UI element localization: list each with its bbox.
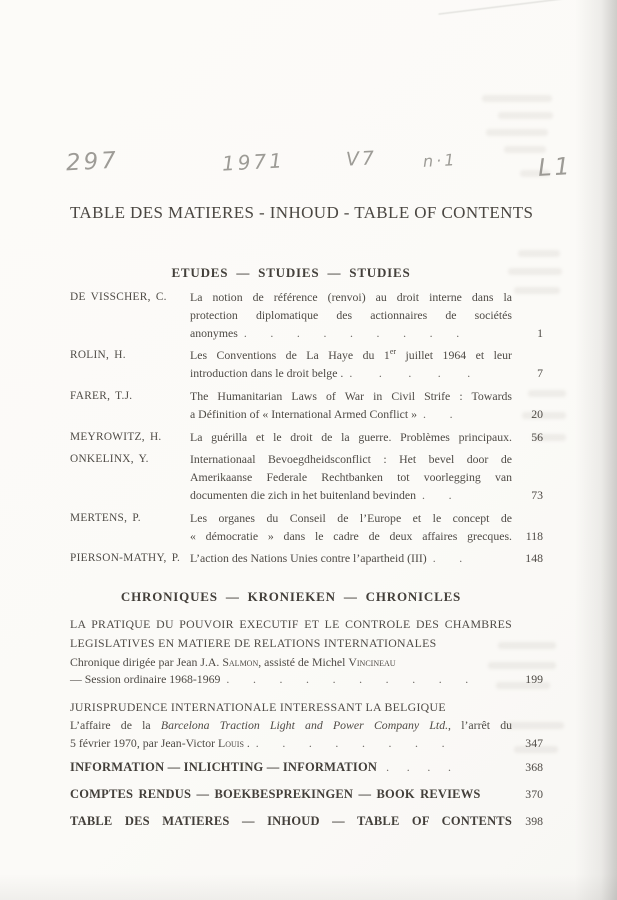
entry-line bbox=[190, 325, 512, 343]
footer-line-table-des-matieres bbox=[70, 813, 543, 831]
entry-author: DE VISSCHER, C. bbox=[70, 291, 167, 303]
chronique-title-line: LA PRATIQUE DU POUVOIR EXECUTIF ET LE CONTROLE DES CHAMBRES bbox=[70, 617, 512, 631]
handwritten-annotation-number: 297 bbox=[65, 147, 120, 177]
entry-text bbox=[190, 510, 512, 546]
dot-leader: . . . . . bbox=[349, 366, 471, 381]
dot-leader: . . . . . . . . bbox=[255, 736, 445, 750]
entry-text bbox=[190, 289, 512, 342]
affaire-text: L’affaire de la bbox=[70, 718, 161, 732]
entry-line: Internationaal Bevoegdheidsconflict : Het bevel door de bbox=[190, 452, 512, 467]
bleedthrough-mark bbox=[504, 146, 546, 153]
affaire-block bbox=[70, 716, 543, 735]
entry-author: ROLIN, H. bbox=[70, 349, 126, 362]
toc-entry bbox=[70, 429, 543, 447]
entry-text bbox=[190, 347, 512, 383]
entry-text bbox=[190, 451, 512, 504]
toc-entry bbox=[70, 388, 543, 424]
page-number: 370 bbox=[525, 787, 543, 801]
chronique-title-line: LEGISLATIVES EN MATIERE DE RELATIONS INTERNATIONALES bbox=[70, 635, 437, 650]
case-name-italic: Barcelona Traction Light and Power Company Ltd. bbox=[160, 718, 449, 732]
footer-text: TABLE DES MATIERES — INHOUD — TABLE OF CONTENTS bbox=[70, 814, 512, 828]
footer-text: INFORMATION — INLICHTING — INFORMATION bbox=[70, 760, 378, 774]
bleedthrough-mark bbox=[482, 95, 552, 102]
dot-leader: . . bbox=[423, 406, 453, 421]
affaire-text: , l’arrêt du bbox=[448, 718, 512, 732]
footer-line-information bbox=[70, 759, 543, 777]
affaire-last-line bbox=[70, 735, 543, 753]
entry-line-text: a Définition of « International Armed Conflict » bbox=[190, 406, 418, 421]
director-name: Salmon bbox=[222, 655, 259, 669]
entry-line bbox=[190, 347, 512, 365]
toc-entry bbox=[70, 510, 543, 546]
entry-page-number: 118 bbox=[525, 528, 543, 543]
page-number: 368 bbox=[525, 760, 543, 774]
section-heading-chroniques: CHRONIQUES — KRONIEKEN — CHRONICLES bbox=[120, 589, 462, 604]
toc-entry bbox=[70, 550, 543, 568]
entry-line bbox=[190, 406, 512, 424]
entry-line bbox=[190, 550, 512, 568]
entry-page-number: 73 bbox=[531, 487, 543, 502]
entry-text bbox=[190, 429, 512, 447]
toc-entries bbox=[70, 289, 543, 573]
toc-entry bbox=[70, 347, 543, 383]
session-line bbox=[70, 671, 543, 689]
dot-leader: . . bbox=[432, 551, 463, 566]
entry-author: MEYROWITZ, H. bbox=[70, 430, 162, 443]
entry-line: Les organes du Conseil de l’Europe et le concept de bbox=[190, 510, 512, 525]
entry-line-text: introduction dans le droit belge . bbox=[190, 366, 344, 381]
toc-entry bbox=[70, 289, 543, 342]
chronique-direction-line bbox=[70, 653, 543, 672]
entry-page-number: 148 bbox=[525, 551, 543, 566]
entry-line-text: L’action des Nations Unies contre l’apartheid (III) bbox=[190, 551, 427, 566]
entry-page-number: 20 bbox=[531, 406, 543, 421]
entry-line: The Humanitarian Laws of War in Civil Strife : Towards bbox=[190, 388, 512, 403]
dot-leader: . . . . . . . . . . bbox=[226, 672, 469, 686]
page-title: TABLE DES MATIERES - INHOUD - TABLE OF CONTENTS bbox=[70, 203, 534, 222]
affaire-line bbox=[70, 716, 512, 735]
jurisprudence-heading: JURISPRUDENCE INTERNATIONALE INTERESSANT LA BELGIQUE bbox=[70, 700, 446, 714]
assistant-name: Vincineau bbox=[348, 655, 396, 669]
page-number: 199 bbox=[525, 672, 543, 686]
dot-leader: . . . . . . . . . bbox=[243, 325, 460, 340]
entry-line: Amerikaanse Federale Rechtbanken tot voorlegging van bbox=[190, 470, 512, 485]
handwritten-annotation-issue: n·1 bbox=[422, 150, 458, 171]
handwritten-annotation-volume: V7 bbox=[345, 147, 378, 171]
author-name: Louis bbox=[218, 736, 244, 750]
footer-line-comptes-rendus bbox=[70, 786, 543, 804]
entry-line-text: documenten die zich in het buitenland bevinden bbox=[190, 487, 417, 502]
bleedthrough-mark bbox=[508, 268, 562, 275]
entry-line bbox=[190, 487, 512, 505]
entry-line: La notion de référence (renvoi) au droit interne dans la bbox=[190, 290, 512, 304]
section-heading-etudes: ETUDES — STUDIES — STUDIES bbox=[171, 265, 411, 280]
entry-line-text: juillet 1964 et leur bbox=[396, 348, 512, 363]
direction-text: Chronique dirigée par Jean J.A. bbox=[70, 655, 223, 669]
entry-author: PIERSON-MATHY, P. bbox=[70, 552, 181, 565]
affaire-text: . bbox=[243, 736, 250, 750]
entry-text bbox=[190, 550, 512, 568]
dot-leader: . . bbox=[422, 487, 452, 502]
entry-author: FARER, T.J. bbox=[70, 389, 133, 402]
dot-leader: . . . . bbox=[383, 760, 451, 774]
bleedthrough-mark bbox=[518, 250, 560, 257]
scan-scratch-line bbox=[438, 0, 562, 15]
entry-line: protection diplomatique des actionnaires de sociétés bbox=[190, 307, 512, 322]
entry-line-text: anonymes bbox=[190, 325, 238, 340]
entry-author: MERTENS, P. bbox=[70, 511, 141, 524]
entry-page-number: 1 bbox=[537, 325, 543, 340]
superscript-ordinal: er bbox=[389, 347, 397, 357]
toc-entry bbox=[70, 451, 543, 504]
handwritten-annotation-shelfmark: L1 bbox=[537, 152, 574, 182]
direction-text: , assisté de Michel bbox=[258, 655, 349, 669]
entry-page-number: 56 bbox=[531, 429, 543, 444]
entry-author: ONKELINX, Y. bbox=[70, 453, 149, 466]
entry-line: La guérilla et le droit de la guerre. Problèmes principaux. bbox=[190, 429, 512, 444]
handwritten-annotation-year: 1971 bbox=[221, 148, 286, 176]
affaire-text: 5 février 1970, par Jean-Victor bbox=[70, 736, 219, 750]
bleedthrough-mark bbox=[486, 129, 548, 136]
page-number: 398 bbox=[525, 814, 543, 828]
entry-text bbox=[190, 388, 512, 424]
entry-line bbox=[190, 365, 512, 383]
bleedthrough-mark bbox=[498, 112, 553, 119]
chronique-pratique-title bbox=[70, 615, 543, 652]
entry-page-number: 7 bbox=[537, 366, 543, 381]
page-number: 347 bbox=[525, 736, 543, 750]
entry-line-text: Les Conventions de La Haye du 1 bbox=[190, 348, 390, 363]
entry-line: « démocratie » dans le cadre de deux affaires grecques. bbox=[190, 528, 512, 543]
footer-text: COMPTES RENDUS — BOEKBESPREKINGEN — BOOK REVIEWS bbox=[70, 787, 481, 801]
affaire-text bbox=[70, 735, 250, 753]
session-text: — Session ordinaire 1968-1969 bbox=[70, 672, 221, 686]
